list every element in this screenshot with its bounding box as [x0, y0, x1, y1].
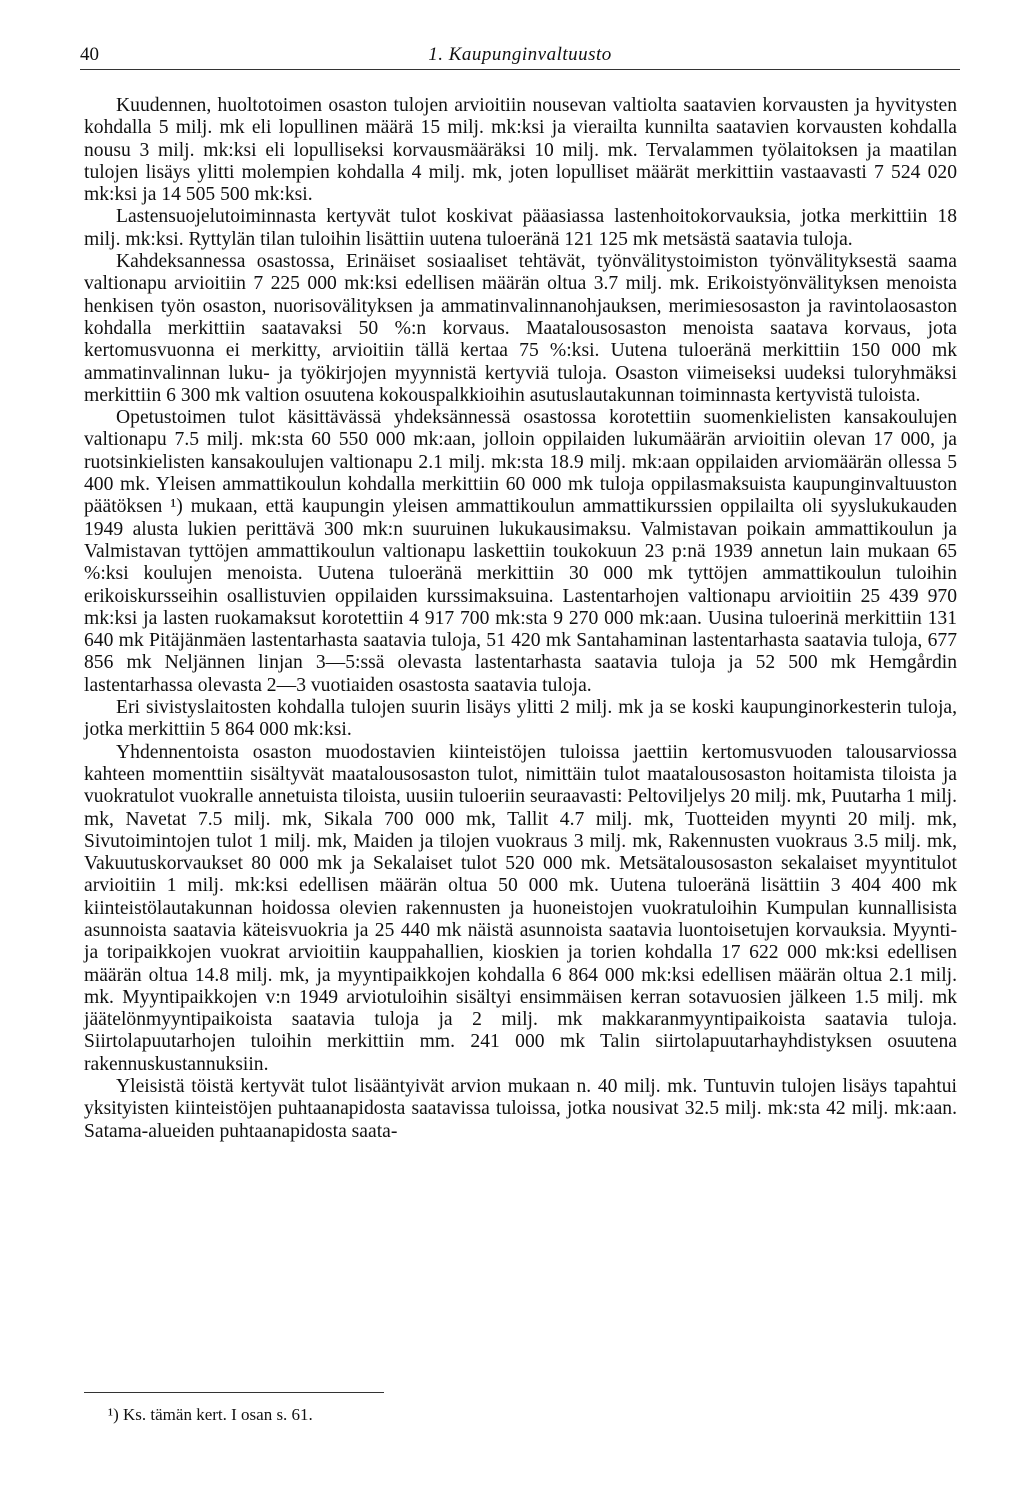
paragraph-lastensuojelu: Lastensuojelutoiminnasta kertyvät tulot koskivat pääasiassa lastenhoitokorvauksia, jotka merkittiin 18 milj. mk:ksi. Ryttylän tilan tuloihin lisättiin uutena tuloeränä 121 125 mk metsästä saatavia tuloja.	[84, 206, 957, 250]
paragraph-sivistyslaitokset: Eri sivistyslaitosten kohdalla tulojen suurin lisäys ylitti 2 milj. mk ja se koski kaupunginorkesterin tuloja, jotka merkittiin 5 864 000 mk:ksi.	[84, 697, 957, 741]
paragraph-huoltotoimi: Kuudennen, huoltotoimen osaston tulojen arvioitiin nousevan valtiolta saatavien korvausten ja hyvitysten kohdalla 5 milj. mk eli lopullinen määrä 15 milj. mk:ksi ja vierailta kunnilta saatavien korvausten kohdalla nousu 3 milj. mk:ksi eli lopulliseksi korvausmääräksi 10 milj. mk. Tervalammen työlaitoksen ja maatilan tulojen lisäys ylitti molempien kohdalla 4 milj. mk, joten lopulliset määrät merkittiin vastaavasti 7 524 020 mk:ksi ja 14 505 500 mk:ksi.	[84, 95, 957, 206]
paragraph-kiinteistot: Yhdennentoista osaston muodostavien kiinteistöjen tuloissa jaettiin kertomusvuoden talousarviossa kahteen momenttiin sisältyvät maatalousosaston tulot, nimittäin tulot maatalousosaston hoitamista tiloista ja vuokratulot vuokralle annetuista tiloista, uusiin tuloeriin seuraavasti: Peltoviljelys 20 milj. mk, Puutarha 1 milj. mk, Navetat 7.5 milj. mk, Sikala 700 000 mk, Tallit 4.7 milj. mk, Tuotteiden myynti 20 milj. mk, Sivutoimintojen tulot 1 milj. mk, Maiden ja tilojen vuokraus 3 milj. mk, Rakennusten vuokraus 3.5 milj. mk, Vakuutuskorvaukset 80 000 mk ja Sekalaiset tulot 520 000 mk. Metsätalousosaston sekalaiset myyntitulot arvioitiin 1 milj. mk:ksi edellisen määrän oltua 50 000 mk. Uutena tuloeränä lisättiin 3 404 400 mk kiinteistölautakunnan hoidossa olevien rakennusten ja huoneistojen vuokratuloihin Kumpulan kunnallisista asunnoista saatavia käteisvuokria ja 25 440 mk näistä asunnoista saatavia luontoisetujen korvauksia. Myynti- ja toripaikkojen vuokrat arvioitiin kauppahallien, kioskien ja torien kohdalla 17 622 000 mk:ksi edellisen määrän oltua 14.8 milj. mk, ja myyntipaikkojen kohdalla 6 864 000 mk:ksi edellisen määrän oltua 2.1 milj. mk. Myyntipaikkojen v:n 1949 arviotuloihin sisältyi ensimmäisen kerran sotavuosien jälkeen 1.5 milj. mk jäätelönmyyntipaikoista saatavia tuloja ja 2 milj. mk makkaranmyyntipaikoista saatavia tuloja. Siirtolapuutarhojen tuloihin merkittiin mm. 241 000 mk Talin siirtolapuutarhayhdistyksen osuutena rakennuskustannuksiin.	[84, 741, 957, 1075]
footnote: ¹) Ks. tämän kert. I osan s. 61.	[108, 1405, 313, 1424]
page-number: 40	[80, 44, 99, 65]
paragraph-yleiset-tyot: Yleisistä töistä kertyvät tulot lisääntyivät arvion mukaan n. 40 milj. mk. Tuntuvin tulojen lisäys tapahtui yksityisten kiinteistöjen puhtaanapidosta saatavissa tuloissa, jotka nousivat 32.5 milj. mk:sta 42 milj. mk:aan. Satama-alueiden puhtaanapidosta saata-	[84, 1076, 957, 1142]
running-title: 1. Kaupunginvaltuusto	[428, 44, 612, 65]
footnote-rule	[84, 1392, 384, 1393]
paragraph-sosiaaliset-tehtavat: Kahdeksannessa osastossa, Erinäiset sosiaaliset tehtävät, työnvälitystoimiston työnvälityksestä saama valtionapu arvioitiin 7 225 000 mk:ksi edellisen määrän oltua 3.7 milj. mk. Erikoistyönvälityksen menoista henkisen työn osaston, nuorisovälityksen ja ammatinvalinnanohjauksen, merimiesosaston ja ravintolaosaston kohdalla merkittiin saatavaksi 50 %:n korvaus. Maatalousosaston menoista saatava korvaus, jota kertomusvuonna ei merkitty, arvioitiin tällä kertaa 75 %:ksi. Uutena tuloeränä merkittiin 150 000 mk ammatinvalinnan luku- ja työkirjojen myynnistä kertyviä tuloja. Osaston viimeiseksi uudeksi tuloryhmäksi merkittiin 6 300 mk valtion osuutena kokouspalkkioihin asutuslautakunnan toiminnasta kertyvistä tuloista.	[84, 251, 957, 406]
paragraph-opetustoimi: Opetustoimen tulot käsittävässä yhdeksännessä osastossa korotettiin suomenkielisten kansakoulujen valtionapu 7.5 milj. mk:sta 60 550 000 mk:aan, jolloin oppilaiden lukumäärän arvioitiin olevan 17 000, ja ruotsinkielisten kansakoulujen valtionapu 2.1 milj. mk:sta 18.9 milj. mk:aan oppilaiden arviomäärän ollessa 5 400 mk. Yleisen ammattikoulun kohdalla merkittiin 60 000 mk tuloja oppilasmaksuista kaupunginvaltuuston päätöksen ¹) mukaan, että kaupungin yleisen ammattikoulun ammattikurssien oppilailta oli syyslukukauden 1949 alusta lukien perittävä 300 mk:n suuruinen lukukausimaksu. Valmistavan poikain ammattikoulun ja Valmistavan tyttöjen ammattikoulun valtionapu laskettiin toukokuun 23 p:nä 1939 annetun lain mukaan 65 %:ksi koulujen menoista. Uutena tuloeränä merkittiin 30 000 mk tyttöjen ammattikoulun tuloihin erikoiskursseihin osallistuvien oppilaiden kurssimaksuina. Lastentarhojen valtionapu arvioitiin 25 439 970 mk:ksi ja lasten ruokamaksut korotettiin 4 917 700 mk:sta 9 270 000 mk:aan. Uusina tuloerinä merkittiin 131 640 mk Pitäjänmäen lastentarhasta saatavia tuloja, 51 420 mk Santahaminan lastentarhasta saatavia tuloja, 677 856 mk Neljännen linjan 3—5:ssä olevasta lastentarhasta saatavia tuloja ja 52 500 mk Hemgårdin lastentarhassa olevasta 2—3 vuotiaiden osastosta saatavia tuloja.	[84, 407, 957, 696]
body-text	[84, 95, 957, 1143]
header-rule	[80, 69, 960, 70]
